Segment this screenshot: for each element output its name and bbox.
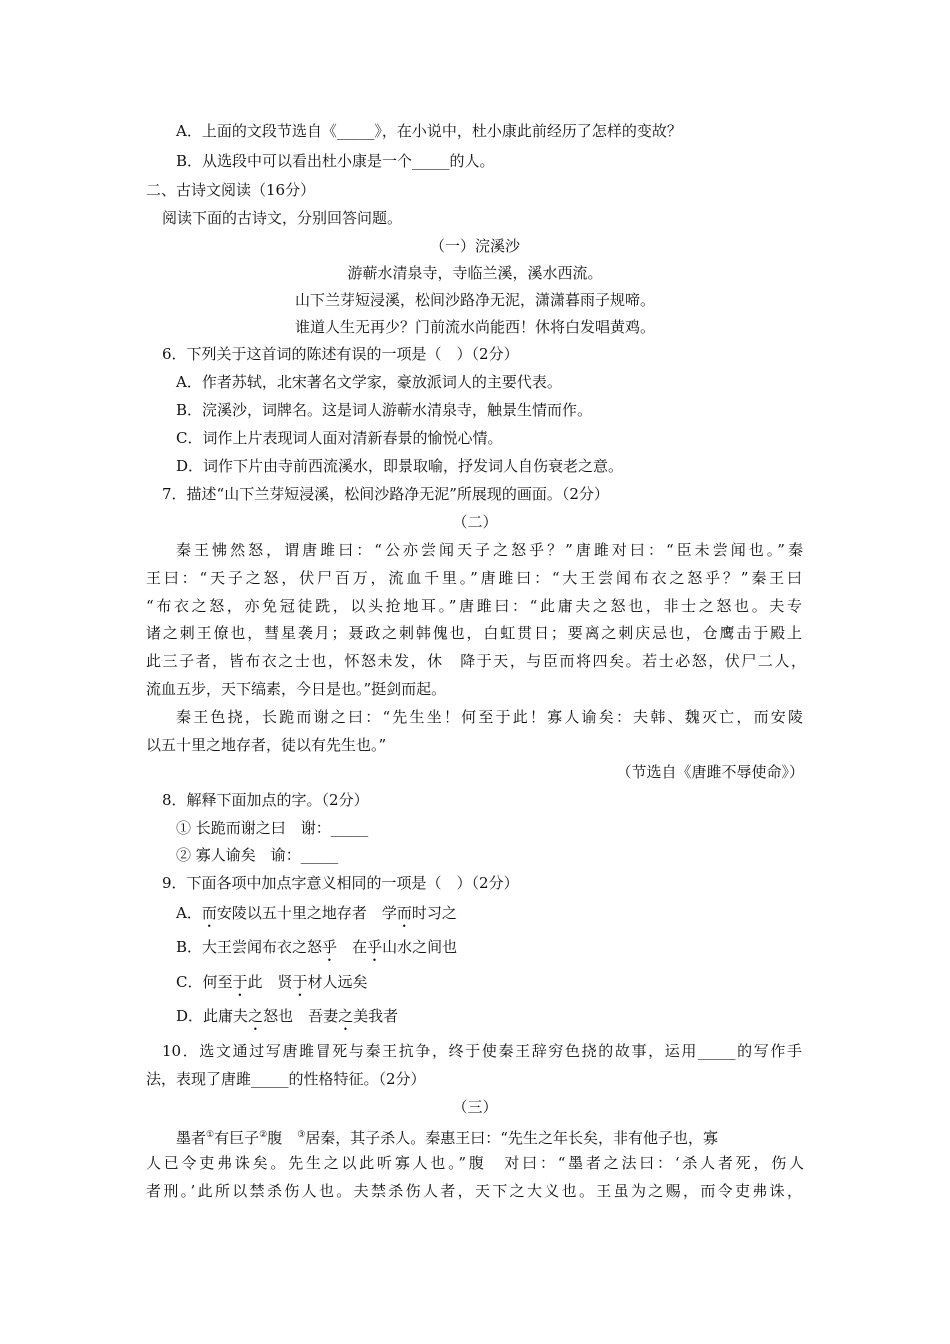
passage-2-source: （节选自《唐雎不辱使命》） [616,763,804,781]
passage-2-line: 王曰：“天子之怒，伏尸百万，流血千里。”唐雎曰：“大王尝闻布衣之怒乎？”秦王曰 [146,569,802,587]
q9-option-b: B．大王尝闻布衣之怒乎 在乎山水之间也 [176,938,458,956]
passage-3-line: 者刑。’此所以禁杀伤人也。夫禁杀伤人者，天下之大义也。王虽为之赐，而令吏弗诛， [146,1182,802,1200]
question-8-stem: 8．解释下面加点的字。（2分） [162,791,369,809]
passage-2-line: 此三子者，皆布衣之士也，怀怒未发，休 降于天，与臣而将四矣。若士必怒，伏尸二人， [146,652,806,670]
passage-3-line: 墨者①有巨子②腹 ③居秦，其子杀人。秦惠王曰：“先生之年长矣，非有他子也，寡 [176,1129,718,1147]
question-b: B．从选段中可以看出杜小康是一个_____的人。 [176,152,495,170]
q9-option-d: D．此庸夫之怒也 吾妻之美我者 [176,1007,399,1025]
poem-line: 山下兰芽短浸溪，松间沙路净无泥，潇潇暮雨子规啼。 [294,291,655,309]
passage-3-title: （三） [452,1098,498,1116]
passage-2-line: “布衣之怒，亦免冠徒跣，以头抢地耳。”唐雎曰：“此庸夫之怒也，非士之怒也。夫专 [146,597,802,615]
question-9-stem: 9．下面各项中加点字意义相同的一项是（ ）（2分） [162,874,519,892]
q6-option-a: A．作者苏轼，北宋著名文学家，豪放派词人的主要代表。 [176,373,562,391]
section-heading: 二、古诗文阅读（16分） [146,181,316,199]
passage-3-line: 人已令吏弗诛矣。先生之以此听寡人也。”腹 对曰：“墨者之法曰：‘杀人者死，伤人 [146,1154,804,1172]
question-10-line-1: 10．选文通过写唐雎冒死与秦王抗争，终于使秦王辞穷色挠的故事，运用_____的写作手 [162,1042,802,1060]
q9-option-c: C．何至于此 贤于材人远矣 [176,973,368,991]
q9-option-a: A．而安陵以五十里之地存者 学而时习之 [176,904,457,922]
q6-option-c: C．词作上片表现词人面对清新春景的愉悦心情。 [176,429,503,447]
poem-line: 游蕲水清泉寺，寺临兰溪，溪水西流。 [347,264,603,282]
poem-line: 谁道人生无再少？门前流水尚能西！休将白发唱黄鸡。 [294,318,655,336]
q8-item-1: ① 长跪而谢之曰 谢：_____ [176,819,369,837]
passage-2-line: 秦王色挠，长跪而谢之曰：“先生坐！何至于此！寡人谕矣：夫韩、魏灭亡，而安陵 [176,708,803,726]
q8-item-2: ② 寡人谕矣 谕：_____ [176,846,339,864]
passage-2-line: 诸之刺王僚也，彗星袭月；聂政之刺韩傀也，白虹贯日；要离之刺庆忌也，仓鹰击于殿上 [146,624,802,642]
question-6-stem: 6．下列关于这首词的陈述有误的一项是（ ）（2分） [162,345,519,363]
q6-option-b: B．浣溪沙，词牌名。这是词人游蕲水清泉寺，触景生情而作。 [176,401,593,419]
section-intro: 阅读下面的古诗文，分别回答问题。 [162,209,403,227]
q6-option-d: D．词作下片由寺前西流溪水，即景取喻，抒发词人自伤衰老之意。 [176,457,624,475]
passage-2-line: 秦王怫然怒，谓唐雎曰：“公亦尝闻天子之怒乎？”唐雎对曰：“臣未尝闻也。”秦 [176,541,803,559]
passage-2-line: 以五十里之地存者，徒以有先生也。” [146,736,387,754]
question-7-stem: 7．描述“山下兰芽短浸溪，松间沙路净无泥”所展现的画面。（2分） [162,485,609,503]
passage-2-line: 流血五步，天下缟素，今日是也。”挺剑而起。 [146,680,447,698]
passage-2-title: （二） [452,513,498,531]
question-10-line-2: 法，表现了唐雎_____的性格特征。（2分） [146,1070,426,1088]
question-a: A．上面的文段节选自《_____》，在小说中，杜小康此前经历了怎样的变故？ [176,122,682,140]
poem-title: （一）浣溪沙 [429,237,520,255]
